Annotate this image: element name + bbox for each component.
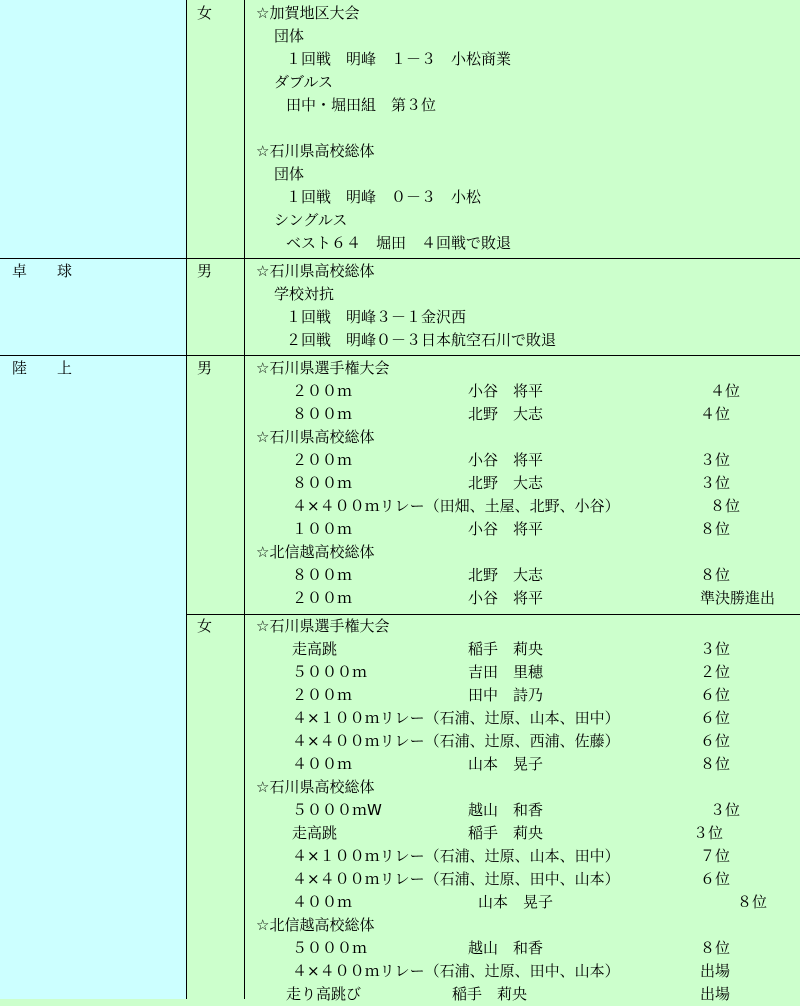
result-text: ６位 [700,732,731,750]
result-text: ８位 [700,939,731,957]
event-heading: ☆石川県高校総体 [256,778,375,796]
section-divider [0,258,800,259]
result-text: ３位 [710,801,741,819]
result-text: ８位 [710,497,741,515]
entry-text: ４×１００ｍリレー（石浦、辻原、山本、田中） [292,847,620,865]
athlete-name: 越山 和香 [468,939,544,957]
entry-text: 団体 [274,27,305,45]
entry-text: 走高跳 [292,824,338,842]
event-heading: ☆石川県高校総体 [256,262,375,280]
athlete-name: 北野 大志 [468,566,544,584]
entry-text: １回戦 明峰 １－３ 小松商業 [286,50,512,68]
entry-text: 学校対抗 [274,285,335,303]
gender-label: 男 [197,359,213,377]
event-heading: ☆石川県高校総体 [256,428,375,446]
result-text: ８位 [700,755,731,773]
result-text: 出場 [700,962,731,980]
athlete-name: 小谷 将平 [468,382,544,400]
entry-text: 走高跳 [292,640,338,658]
entry-text: ４×１００ｍリレー（石浦、辻原、山本、田中） [292,709,620,727]
gender-label: 女 [197,617,213,635]
entry-text: ２００ｍ [292,589,353,607]
result-text: ６位 [700,709,731,727]
athlete-name: 小谷 将平 [468,589,544,607]
entry-text: ５０００ｍW [292,801,382,819]
result-text: ８位 [737,893,768,911]
entry-text: ５０００ｍ [292,939,368,957]
result-text: ６位 [700,870,731,888]
entry-text: ８００ｍ [292,566,353,584]
result-text: ３位 [693,824,724,842]
result-text: ６位 [700,686,731,704]
entry-text: １回戦 明峰 ０－３ 小松 [286,188,482,206]
entry-text: 団体 [274,165,305,183]
athlete-name: 田中 詩乃 [468,686,544,704]
entry-text: 田中・堀田組 第３位 [286,96,437,114]
event-heading: ☆加賀地区大会 [256,4,360,22]
athlete-name: 北野 大志 [468,474,544,492]
athlete-name: 稲手 莉央 [468,824,544,842]
entry-text: ２回戦 明峰０－３日本航空石川で敗退 [286,331,557,349]
result-text: ３位 [700,640,731,658]
result-text: ７位 [700,847,731,865]
entry-text: ４００ｍ [292,755,353,773]
gender-label: 男 [197,262,213,280]
sport-column [0,0,186,999]
sport-label: 陸 上 [12,359,73,377]
athlete-name: 稲手 莉央 [468,640,544,658]
athlete-name: 稲手 莉央 [452,985,528,1003]
column-divider [244,0,245,999]
entry-text: ４×４００ｍリレー（田畑、土屋、北野、小谷） [292,497,620,515]
event-heading: ☆石川県選手権大会 [256,617,390,635]
result-text: ２位 [700,663,731,681]
result-text: ４位 [710,382,741,400]
athlete-name: 山本 晃子 [478,893,554,911]
athlete-name: 吉田 里穂 [468,663,544,681]
entry-text: ４×４００ｍリレー（石浦、辻原、西浦、佐藤） [292,732,620,750]
result-text: ３位 [700,474,731,492]
result-text: 出場 [700,985,731,1003]
entry-text: ２００ｍ [292,382,353,400]
event-heading: ☆北信越高校総体 [256,916,375,934]
athlete-name: 小谷 将平 [468,520,544,538]
result-text: ８位 [700,566,731,584]
gender-label: 女 [197,4,213,22]
entry-text: ５０００ｍ [292,663,368,681]
entry-text: ４００ｍ [292,893,353,911]
section-divider [0,355,800,356]
entry-text: ダブルス [274,73,333,91]
entry-text: ２００ｍ [292,451,353,469]
event-heading: ☆石川県選手権大会 [256,359,390,377]
athlete-name: 小谷 将平 [468,451,544,469]
entry-text: シングルス [274,211,348,229]
athlete-name: 北野 大志 [468,405,544,423]
result-text: ４位 [700,405,731,423]
result-text: 準決勝進出 [700,589,776,607]
entry-text: ８００ｍ [292,405,353,423]
result-text: ３位 [700,451,731,469]
entry-text: ２００ｍ [292,686,353,704]
entry-text: ４×４００ｍリレー（石浦、辻原、田中、山本） [292,870,620,888]
entry-text: ４×４００ｍリレー（石浦、辻原、田中、山本） [292,962,620,980]
entry-text: １回戦 明峰３－１金沢西 [286,308,467,326]
entry-text: １００ｍ [292,520,353,538]
entry-text: ８００ｍ [292,474,353,492]
column-divider [186,0,187,999]
entry-text: 走り高跳び [286,985,362,1003]
sport-label: 卓 球 [12,262,73,280]
athlete-name: 越山 和香 [468,801,544,819]
event-heading: ☆北信越高校総体 [256,543,375,561]
result-text: ８位 [700,520,731,538]
event-heading: ☆石川県高校総体 [256,142,375,160]
athlete-name: 山本 晃子 [468,755,544,773]
entry-text: ベスト６４ 堀田 ４回戦で敗退 [286,234,512,252]
